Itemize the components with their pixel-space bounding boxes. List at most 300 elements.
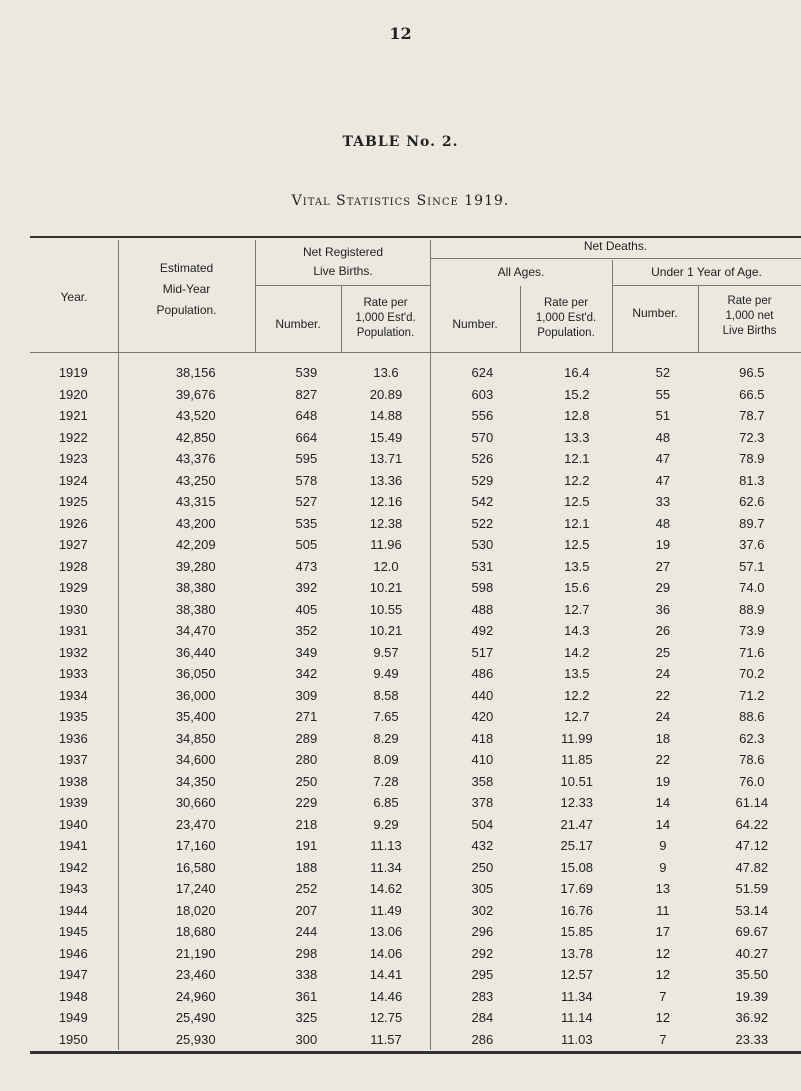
infant-deaths-number-cell: 27 [655, 558, 671, 574]
header-births-rate [341, 296, 430, 341]
table-subtitle: Vital Statistics Since 1919. [291, 193, 510, 209]
deaths-rate-cell: 12.7 [564, 601, 590, 617]
births-number-cell: 338 [295, 967, 318, 982]
table-row [30, 620, 801, 642]
deaths-number-cell: 410 [471, 752, 494, 767]
header-all-number: Number. [452, 317, 498, 331]
infant-deaths-number-cell: 19 [655, 537, 671, 552]
population-cell: 24,960 [175, 988, 216, 1004]
infant-deaths-rate-cell: 76.0 [739, 773, 765, 789]
table-row [30, 427, 801, 449]
births-number-cell: 191 [295, 838, 318, 853]
births-number-cell: 827 [295, 386, 318, 402]
deaths-number-cell: 283 [471, 988, 494, 1004]
table-row [30, 362, 801, 384]
births-number-cell: 218 [295, 816, 318, 832]
table-row [30, 470, 801, 492]
deaths-number-cell: 486 [471, 666, 494, 681]
deaths-number-cell: 526 [471, 451, 494, 466]
deaths-number-cell: 378 [471, 795, 494, 810]
population-cell: 25,490 [175, 1010, 216, 1025]
infant-deaths-number-cell: 11 [656, 902, 670, 918]
deaths-number-cell: 492 [471, 623, 494, 638]
population-cell: 34,600 [175, 752, 216, 767]
header-under-rate-line2: 1,000 net [725, 310, 774, 322]
year-cell: 1938 [58, 773, 88, 789]
deaths-rate-cell: 17.69 [560, 881, 594, 896]
population-cell: 43,520 [175, 408, 216, 423]
header-population-line2: Mid-Year [162, 282, 211, 296]
infant-deaths-number-cell: 24 [655, 709, 671, 724]
population-cell: 35,400 [175, 709, 216, 724]
table-row [30, 771, 801, 793]
births-rate-cell: 13.06 [369, 924, 403, 939]
infant-deaths-number-cell: 22 [655, 687, 671, 703]
header-under-rate-line1: Rate per [727, 295, 772, 307]
infant-deaths-rate-cell: 62.3 [739, 730, 765, 746]
year-cell: 1926 [58, 515, 88, 531]
infant-deaths-rate-cell: 78.6 [739, 752, 765, 767]
infant-deaths-rate-cell: 89.7 [739, 515, 765, 531]
deaths-rate-cell: 12.5 [564, 494, 590, 509]
births-number-cell: 325 [295, 1010, 318, 1025]
births-rate-cell: 8.09 [373, 752, 399, 767]
population-cell: 39,280 [175, 558, 216, 574]
deaths-number-cell: 305 [471, 881, 494, 896]
page-number: 12 [389, 24, 412, 43]
header-under-number: Number. [632, 306, 678, 320]
table-body [30, 362, 801, 1050]
deaths-number-cell: 570 [471, 429, 494, 445]
deaths-number-cell: 420 [471, 709, 494, 724]
infant-deaths-rate-cell: 81.3 [739, 472, 765, 488]
population-cell: 42,850 [175, 429, 216, 445]
population-cell: 23,460 [175, 967, 216, 982]
births-rate-cell: 13.36 [369, 472, 403, 488]
infant-deaths-rate-cell: 88.6 [739, 709, 765, 724]
infant-deaths-number-cell: 24 [655, 666, 671, 681]
infant-deaths-number-cell: 22 [655, 752, 671, 767]
table-bottom-rule [30, 1051, 801, 1054]
births-number-cell: 300 [295, 1031, 318, 1047]
year-cell: 1949 [58, 1010, 88, 1025]
deaths-rate-cell: 11.14 [560, 1010, 593, 1025]
infant-deaths-number-cell: 52 [655, 365, 671, 380]
year-cell: 1928 [58, 558, 88, 574]
deaths-number-cell: 529 [471, 472, 494, 488]
births-rate-cell: 12.0 [373, 558, 399, 574]
births-number-cell: 280 [295, 752, 318, 767]
deaths-number-cell: 530 [471, 537, 494, 552]
births-number-cell: 539 [295, 365, 318, 380]
infant-deaths-number-cell: 19 [655, 773, 671, 789]
infant-deaths-rate-cell: 51.59 [735, 881, 769, 896]
deaths-rate-cell: 12.1 [564, 515, 590, 531]
births-rate-cell: 15.49 [369, 429, 403, 445]
births-subheader-line [255, 285, 431, 286]
births-number-cell: 648 [295, 408, 318, 423]
deaths-rate-cell: 13.78 [560, 945, 594, 961]
infant-deaths-number-cell: 47 [655, 451, 671, 466]
deaths-rate-cell: 12.2 [564, 472, 590, 488]
table-row [30, 835, 801, 857]
infant-deaths-number-cell: 7 [659, 1031, 667, 1047]
header-under-rate [698, 294, 801, 339]
year-cell: 1942 [58, 859, 88, 875]
table-row [30, 1007, 801, 1029]
population-cell: 36,000 [175, 687, 216, 703]
year-cell: 1934 [58, 687, 88, 703]
year-cell: 1922 [58, 429, 88, 445]
population-cell: 21,190 [175, 945, 216, 961]
births-rate-cell: 12.38 [369, 515, 403, 531]
table-row [30, 749, 801, 771]
births-rate-cell: 14.46 [369, 988, 403, 1004]
deaths-rate-cell: 11.03 [560, 1031, 593, 1047]
table-row [30, 513, 801, 535]
population-cell: 43,250 [175, 472, 216, 488]
births-rate-cell: 11.96 [370, 537, 402, 552]
header-net-deaths: Net Deaths. [583, 239, 648, 253]
births-number-cell: 298 [295, 945, 318, 961]
header-net-registered-line1: Net Registered [302, 245, 384, 259]
infant-deaths-rate-cell: 74.0 [739, 580, 765, 595]
year-cell: 1919 [58, 365, 88, 380]
year-cell: 1927 [58, 537, 88, 552]
deaths-rate-cell: 15.08 [560, 859, 594, 875]
births-rate-cell: 7.65 [373, 709, 399, 724]
infant-deaths-number-cell: 33 [655, 494, 671, 509]
infant-deaths-rate-cell: 78.7 [739, 408, 765, 423]
deaths-rate-cell: 11.85 [560, 752, 593, 767]
deaths-number-cell: 292 [471, 945, 494, 961]
births-rate-cell: 10.21 [369, 623, 403, 638]
deaths-number-cell: 296 [471, 924, 494, 939]
deaths-number-cell: 284 [471, 1010, 494, 1025]
year-cell: 1925 [58, 494, 88, 509]
births-number-cell: 271 [295, 709, 318, 724]
infant-deaths-rate-cell: 40.27 [735, 945, 769, 961]
deaths-number-cell: 358 [471, 773, 494, 789]
deaths-rate-cell: 16.76 [560, 902, 594, 918]
year-cell: 1930 [58, 601, 88, 617]
header-all-ages: All Ages. [497, 265, 545, 279]
population-cell: 30,660 [175, 795, 216, 810]
deaths-rate-cell: 25.17 [560, 838, 594, 853]
year-cell: 1943 [58, 881, 88, 896]
population-cell: 34,470 [175, 623, 216, 638]
infant-deaths-rate-cell: 35.50 [735, 967, 769, 982]
population-cell: 36,050 [175, 666, 216, 681]
table-row [30, 1029, 801, 1051]
infant-deaths-number-cell: 29 [655, 580, 671, 595]
year-cell: 1920 [58, 386, 88, 402]
header-net-registered-line2: Live Births. [313, 264, 373, 278]
births-rate-cell: 14.62 [369, 881, 403, 896]
infant-deaths-rate-cell: 66.5 [739, 386, 765, 402]
infant-deaths-rate-cell: 73.9 [739, 623, 765, 638]
year-cell: 1923 [58, 451, 88, 466]
year-cell: 1932 [58, 644, 88, 660]
table-row [30, 878, 801, 900]
deaths-number-cell: 531 [471, 558, 494, 574]
infant-deaths-rate-cell: 71.6 [739, 644, 765, 660]
deaths-rate-cell: 21.47 [560, 816, 594, 832]
header-under-one: Under 1 Year of Age. [651, 265, 762, 279]
infant-deaths-number-cell: 14 [655, 816, 671, 832]
year-cell: 1937 [58, 752, 88, 767]
infant-deaths-rate-cell: 19.39 [735, 988, 769, 1004]
table-row [30, 384, 801, 406]
population-cell: 16,580 [175, 859, 216, 875]
deaths-number-cell: 440 [471, 687, 494, 703]
population-cell: 38,380 [175, 580, 216, 595]
births-number-cell: 188 [295, 859, 318, 875]
births-rate-cell: 8.29 [373, 730, 399, 746]
infant-deaths-rate-cell: 57.1 [739, 558, 765, 574]
deaths-number-cell: 517 [471, 644, 494, 660]
births-number-cell: 578 [295, 472, 318, 488]
infant-deaths-rate-cell: 36.92 [735, 1010, 769, 1025]
header-population-line1: Estimated [159, 261, 214, 275]
infant-deaths-rate-cell: 78.9 [739, 451, 765, 466]
births-number-cell: 392 [295, 580, 318, 595]
year-cell: 1946 [58, 945, 88, 961]
births-number-cell: 349 [295, 644, 318, 660]
births-rate-cell: 11.57 [370, 1031, 402, 1047]
population-cell: 36,440 [175, 644, 216, 660]
deaths-rate-cell: 12.33 [560, 795, 594, 810]
infant-deaths-number-cell: 9 [659, 838, 667, 853]
infant-deaths-rate-cell: 71.2 [739, 687, 765, 703]
infant-deaths-number-cell: 25 [655, 644, 671, 660]
births-rate-cell: 7.28 [373, 773, 399, 789]
header-net-registered [255, 243, 431, 281]
header-births-rate-line3: Population. [356, 327, 415, 339]
infant-deaths-rate-cell: 23.33 [735, 1031, 769, 1047]
infant-deaths-number-cell: 55 [655, 386, 671, 402]
population-cell: 17,240 [175, 881, 216, 896]
year-cell: 1935 [58, 709, 88, 724]
population-cell: 42,209 [175, 537, 216, 552]
deaths-rate-cell: 10.51 [560, 773, 594, 789]
header-under-rate-line3: Live Births [722, 325, 777, 337]
infant-deaths-number-cell: 36 [655, 601, 671, 617]
deaths-rate-cell: 14.3 [564, 623, 590, 638]
deaths-number-cell: 598 [471, 580, 494, 595]
births-rate-cell: 12.75 [369, 1010, 403, 1025]
table-row [30, 405, 801, 427]
table-row [30, 964, 801, 986]
table-row [30, 706, 801, 728]
population-cell: 38,380 [175, 601, 216, 617]
table-row [30, 599, 801, 621]
population-cell: 43,315 [175, 494, 216, 509]
infant-deaths-rate-cell: 72.3 [739, 429, 765, 445]
year-cell: 1950 [58, 1031, 88, 1047]
deaths-number-cell: 488 [471, 601, 494, 617]
table-row [30, 577, 801, 599]
births-rate-cell: 9.57 [373, 644, 399, 660]
header-births-rate-line2: 1,000 Est'd. [355, 312, 416, 324]
deaths-rate-cell: 13.5 [564, 666, 590, 681]
infant-deaths-number-cell: 12 [655, 967, 671, 982]
year-cell: 1933 [58, 666, 88, 681]
table-row [30, 448, 801, 470]
deaths-number-cell: 418 [471, 730, 494, 746]
net-deaths-underline [430, 258, 801, 259]
deaths-rate-cell: 13.5 [564, 558, 590, 574]
header-population-line3: Population. [156, 303, 217, 317]
deaths-rate-cell: 12.2 [564, 687, 590, 703]
infant-deaths-number-cell: 48 [655, 429, 671, 445]
births-rate-cell: 20.89 [369, 386, 403, 402]
infant-deaths-number-cell: 18 [655, 730, 671, 746]
births-number-cell: 252 [295, 881, 318, 896]
births-number-cell: 342 [295, 666, 318, 681]
year-cell: 1948 [58, 988, 88, 1004]
births-rate-cell: 9.49 [373, 666, 399, 681]
births-number-cell: 664 [295, 429, 318, 445]
deaths-number-cell: 432 [471, 838, 494, 853]
deaths-rate-cell: 16.4 [564, 365, 590, 380]
deaths-rate-cell: 15.6 [564, 580, 590, 595]
header-all-rate-line2: 1,000 Est'd. [535, 312, 597, 324]
population-cell: 17,160 [175, 838, 216, 853]
births-rate-cell: 6.85 [373, 795, 399, 810]
deaths-number-cell: 603 [471, 386, 494, 402]
table-row [30, 792, 801, 814]
deaths-number-cell: 250 [471, 859, 494, 875]
infant-deaths-rate-cell: 47.12 [735, 838, 769, 853]
population-cell: 38,156 [175, 365, 216, 380]
births-number-cell: 535 [295, 515, 318, 531]
population-cell: 18,020 [175, 902, 216, 918]
population-cell: 23,470 [175, 816, 216, 832]
header-births-number: Number. [275, 317, 321, 331]
deaths-number-cell: 302 [471, 902, 494, 918]
births-number-cell: 473 [295, 558, 318, 574]
deaths-rate-cell: 14.2 [564, 644, 590, 660]
table-row [30, 857, 801, 879]
births-number-cell: 229 [295, 795, 318, 810]
infant-deaths-rate-cell: 37.6 [739, 537, 765, 552]
deaths-rate-cell: 12.57 [560, 967, 594, 982]
births-rate-cell: 13.71 [369, 451, 403, 466]
table-row [30, 491, 801, 513]
births-rate-cell: 10.21 [369, 580, 403, 595]
infant-deaths-rate-cell: 88.9 [739, 601, 765, 617]
deaths-rate-cell: 15.85 [560, 924, 594, 939]
births-rate-cell: 11.34 [370, 859, 402, 875]
births-number-cell: 289 [295, 730, 318, 746]
deaths-number-cell: 522 [471, 515, 494, 531]
infant-deaths-rate-cell: 64.22 [735, 816, 769, 832]
deaths-rate-cell: 15.2 [564, 386, 590, 402]
table-row [30, 943, 801, 965]
births-number-cell: 405 [295, 601, 318, 617]
deaths-subheader-line [612, 285, 801, 286]
births-number-cell: 207 [295, 902, 318, 918]
births-number-cell: 309 [295, 687, 318, 703]
deaths-rate-cell: 12.7 [564, 709, 590, 724]
year-cell: 1940 [58, 816, 88, 832]
infant-deaths-number-cell: 47 [655, 472, 671, 488]
deaths-rate-cell: 11.34 [560, 988, 593, 1004]
table-title: TABLE No. 2. [342, 134, 459, 150]
population-cell: 43,376 [175, 451, 216, 466]
infant-deaths-number-cell: 17 [655, 924, 671, 939]
births-rate-cell: 14.41 [369, 967, 403, 982]
births-rate-cell: 8.58 [373, 687, 399, 703]
births-number-cell: 361 [295, 988, 318, 1004]
births-number-cell: 244 [295, 924, 318, 939]
deaths-number-cell: 556 [471, 408, 494, 423]
births-rate-cell: 11.13 [370, 838, 402, 853]
births-rate-cell: 14.06 [369, 945, 403, 961]
table-row [30, 814, 801, 836]
table-row [30, 534, 801, 556]
table-row [30, 556, 801, 578]
births-number-cell: 595 [295, 451, 318, 466]
infant-deaths-number-cell: 13 [655, 881, 671, 896]
year-cell: 1929 [58, 580, 88, 595]
births-rate-cell: 14.88 [369, 408, 403, 423]
population-cell: 39,676 [175, 386, 216, 402]
deaths-rate-cell: 11.99 [560, 730, 593, 746]
births-number-cell: 505 [295, 537, 318, 552]
infant-deaths-number-cell: 12 [655, 945, 671, 961]
infant-deaths-rate-cell: 61.14 [735, 795, 769, 810]
infant-deaths-number-cell: 12 [655, 1010, 671, 1025]
deaths-rate-cell: 12.8 [564, 408, 590, 423]
population-cell: 18,680 [175, 924, 216, 939]
infant-deaths-rate-cell: 69.67 [735, 924, 769, 939]
births-rate-cell: 10.55 [369, 601, 403, 617]
year-cell: 1941 [58, 838, 88, 853]
infant-deaths-rate-cell: 62.6 [739, 494, 765, 509]
births-rate-cell: 11.49 [370, 902, 402, 918]
year-cell: 1921 [58, 408, 88, 423]
births-rate-cell: 9.29 [373, 816, 399, 832]
year-cell: 1944 [58, 902, 88, 918]
header-all-rate-line3: Population. [537, 327, 595, 339]
header-bottom-line [30, 352, 801, 353]
infant-deaths-rate-cell: 70.2 [739, 666, 765, 681]
table-row [30, 642, 801, 664]
births-number-cell: 250 [295, 773, 318, 789]
deaths-rate-cell: 12.1 [564, 451, 590, 466]
deaths-rate-cell: 12.5 [564, 537, 590, 552]
infant-deaths-rate-cell: 47.82 [735, 859, 769, 875]
population-cell: 43,200 [175, 515, 216, 531]
header-year: Year. [60, 290, 88, 304]
table-row [30, 663, 801, 685]
table-row [30, 986, 801, 1008]
deaths-number-cell: 286 [471, 1031, 494, 1047]
year-cell: 1939 [58, 795, 88, 810]
year-cell: 1947 [58, 967, 88, 982]
table-row [30, 900, 801, 922]
deaths-number-cell: 624 [471, 365, 494, 380]
year-cell: 1936 [58, 730, 88, 746]
infant-deaths-number-cell: 14 [655, 795, 671, 810]
header-all-rate [520, 296, 612, 341]
population-cell: 34,350 [175, 773, 216, 789]
deaths-number-cell: 542 [471, 494, 494, 509]
table-row [30, 921, 801, 943]
deaths-rate-cell: 13.3 [564, 429, 590, 445]
